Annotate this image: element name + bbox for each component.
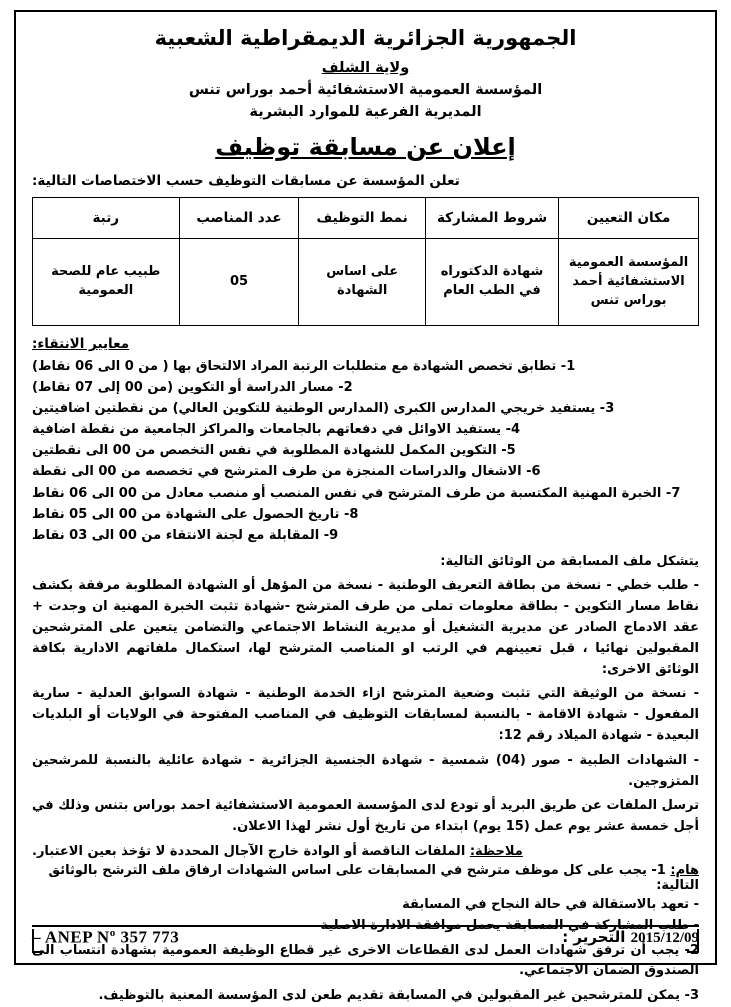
important-item-3: 3- يمكن للمترشحين غير المقبولين في المسابقة تقديم طعن لدى المؤسسة المعنية بالتوظيف. xyxy=(98,988,699,1004)
cell-conditions: شهادة الدكتوراه في الطب العام xyxy=(425,239,558,326)
page-title: الجمهورية الجزائرية الديمقراطية الشعبية xyxy=(154,26,577,50)
org-line-hospital: المؤسسة العمومية الاستشفائية أحمد بوراس تنس xyxy=(188,81,543,98)
documents-heading: يتشكل ملف المسابقة من الوثائق التالية: xyxy=(440,553,699,569)
documents-paragraph-2: - نسخة من الوثيقة التي تثبت وضعية المترشح ازاء الخدمة الوطنية - شهادة السوابق العدلية - سارية المفعول - شهادة الاقامة - بالنسبة لمسابقات التوظيف في المناصب المفتوحة في الولايات أو البلديات البعيدة - شهادة الميلاد رقم 12: xyxy=(32,686,699,744)
date-value: 2015/12/09 xyxy=(630,929,699,946)
list-item: 3- يستفيد خريجي المدارس الكبرى (المدارس الوطنية للتكوين العالي) من نقطتين اضافيتين xyxy=(32,401,615,417)
cell-mode: على اساس الشهادة xyxy=(299,239,426,326)
list-item: - طلب المشاركة في المسابقة يحمل موافقة الادارة الاصلية xyxy=(320,917,699,933)
list-item: - تعهد بالاستقالة في حالة النجاح في المسابقة xyxy=(402,897,699,913)
important-label: هام: xyxy=(670,863,699,879)
documents-paragraph-3: - الشهادات الطبية - صور (04) شمسية - شهادة الجنسية الجزائرية - شهادة عائلية بالنسبة للمرشحين المتزوجين. xyxy=(32,752,700,789)
anep-reference xyxy=(32,927,179,948)
column-header-posts: عدد المناصب xyxy=(179,198,299,239)
table-header-row xyxy=(33,198,699,239)
list-item: 4- يستفيد الاوائل في دفعاتهم بالجامعات والمراكز الجامعية من نقطة اضافية xyxy=(32,422,521,438)
list-item: 6- الاشغال والدراسات المنجزة من طرف المترشح في تخصصه من 00 الى نقطة xyxy=(32,464,541,480)
list-item: 8- تاريخ الحصول على الشهادة من 00 الى 05 نقاط xyxy=(32,506,359,522)
anep-label: ANEP N xyxy=(44,927,110,947)
anep-superscript: o xyxy=(109,927,116,939)
list-item: 1- تطابق تخصص الشهادة مع متطلبات الرتبة المراد الالتحاق بها ( من 0 الى 06 نقاط) xyxy=(32,359,576,375)
intro-text: تعلن المؤسسة عن مسابقات التوظيف حسب الاختصاصات التالية: xyxy=(32,173,460,190)
document-page xyxy=(14,10,717,1004)
documents-paragraph-1: - طلب خطي - نسخة من بطاقة التعريف الوطنية - نسخة من المؤهل أو الشهادة المطلوبة مرفقة بكشف نقاط مسار التكوين - بطاقة معلومات تملى من طرف المترشح -شهادة تثبت الخبرة المهنية ان وجدت + عقد الادماج الصادر عن مديرية التشغيل أو مديرية النشاط الاجتماعي والتضامن يتعين على المترشحين المقبولين نهائيا ، قبل تعيينهم في الرتب او المناصب المترشح لها، استكمال ملفاتهم الادارية بكافة الوثائق الاخرى: xyxy=(32,578,699,677)
cell-rank: طبيب عام للصحة العمومية xyxy=(33,239,180,326)
table-row xyxy=(33,239,699,326)
date-label: التحرير : xyxy=(562,927,626,946)
criteria-heading: معايير الانتقاء: xyxy=(32,336,130,353)
note-label: ملاحظة: xyxy=(469,844,523,860)
cell-place: المؤسسة العمومية الاستشفائية أحمد بوراس تنس xyxy=(559,239,699,326)
list-item: 9- المقابلة مع لجنة الانتقاء من 00 الى 03 نقاط xyxy=(32,527,339,543)
list-item: 7- الخبرة المهنية المكتسبة من طرف المترشح في نفس المنصب أو منصب معادل من 00 الى 06 نقاط xyxy=(32,485,681,501)
note-block xyxy=(32,844,699,859)
column-header-rank: رتبة xyxy=(33,198,180,239)
anep-dash: – xyxy=(32,927,41,947)
list-item: 5- التكوين المكمل للشهادة المطلوبة في نفس التخصص من 00 الى نقطتين xyxy=(32,443,516,459)
cell-posts: 05 xyxy=(179,239,299,326)
org-line-hr-directorate: المديرية الفرعية للموارد البشرية xyxy=(249,103,482,120)
documents-paragraph-4: ترسل الملفات عن طريق البريد أو تودع لدى المؤسسة العمومية الاستشفائية احمد بوراس بتنس وذلك في أجل خمسة عشر يوم عمل (15 يوم) ابتداء من تاريخ أول نشر لهذا الاعلان. xyxy=(32,798,699,835)
column-header-mode: نمط التوظيف xyxy=(299,198,426,239)
list-item: 2- مسار الدراسة أو التكوين (من 00 إلى 07 نقاط) xyxy=(32,380,353,396)
criteria-list xyxy=(32,356,699,545)
note-text: الملفات الناقصة أو الوادة خارج الآجال المحددة لا تؤخذ بعين الاعتبار. xyxy=(32,844,470,860)
announcement-title: إعلان عن مسابقة توظيف xyxy=(215,133,516,162)
important-block xyxy=(32,863,699,893)
important-item-2: 2- يجب أن ترفق شهادات العمل لدى القطاعات الاخرى غير قطاع الوظيفة العمومية بشهادة انتساب الى الصندوق الضمان الاجتماعي. xyxy=(32,942,699,979)
column-header-place: مكان التعيين xyxy=(559,198,699,239)
jobs-table xyxy=(32,197,699,326)
column-header-conditions: شروط المشاركة xyxy=(425,198,558,239)
anep-number: 357 773 xyxy=(120,927,180,947)
org-line-wilaya: ولاية الشلف xyxy=(321,60,410,76)
footer xyxy=(32,925,699,955)
important-intro: 1- يجب على كل موظف مترشح في المسابقات على اساس الشهادات ارفاق ملف الترشح بالوثائق التالية: xyxy=(48,863,699,894)
publication-date xyxy=(562,928,699,947)
organization-block xyxy=(32,58,699,123)
